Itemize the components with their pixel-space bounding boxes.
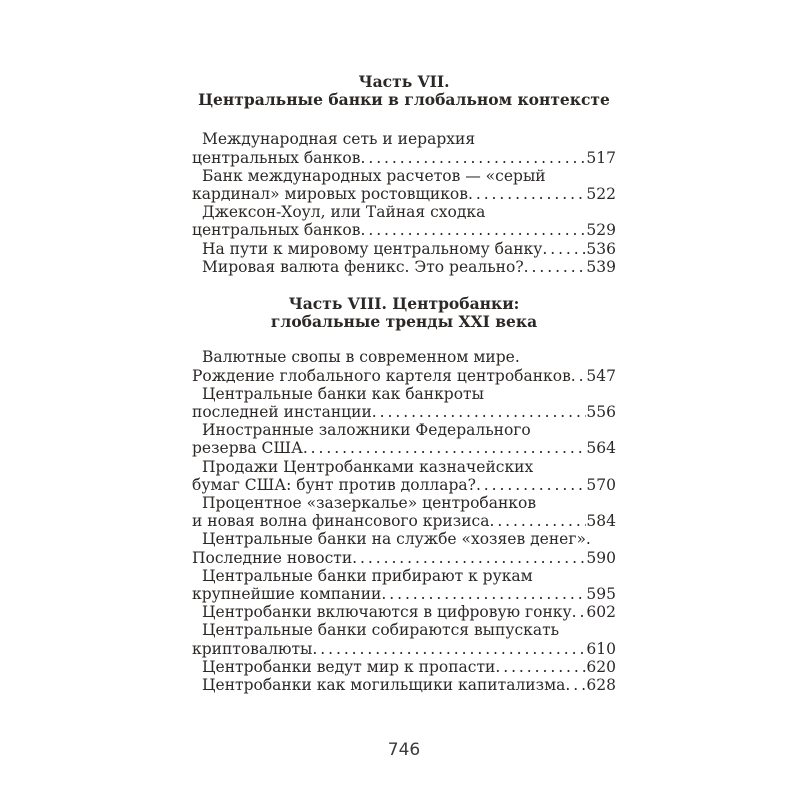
entry-line <box>192 167 616 185</box>
entry-line <box>192 439 616 457</box>
page-number-footer: 746 <box>387 740 421 760</box>
dot-leader <box>468 185 586 203</box>
entry-page-number: 570 <box>586 475 616 494</box>
entry-text: Центральные банки как банкроты <box>202 384 484 403</box>
entry-page-number: 539 <box>586 257 616 276</box>
entry-text: Центробанки включаются в цифровую гонку <box>202 603 572 622</box>
toc-entry <box>192 385 616 421</box>
entry-line <box>192 476 616 494</box>
entry-page-number: 590 <box>586 548 616 567</box>
section-heading <box>192 295 616 331</box>
entry-line <box>192 149 616 167</box>
toc-entry <box>192 240 616 258</box>
entry-text: Центробанки как могильщики капитализма <box>202 676 566 695</box>
section-heading-line: Центральные банки в глобальном контексте <box>198 90 610 110</box>
section-heading-line: глобальные тренды XXI века <box>270 312 538 332</box>
entry-line <box>192 221 616 239</box>
dot-leader <box>360 149 586 167</box>
entry-text: центральных банков <box>192 221 361 240</box>
dot-leader <box>303 439 587 457</box>
toc-entry <box>192 130 616 166</box>
entry-page-number: 595 <box>586 585 616 604</box>
toc-entry <box>192 203 616 239</box>
entry-page-number: 584 <box>586 512 616 531</box>
toc-entry <box>192 530 616 566</box>
entry-page-number: 620 <box>586 657 616 676</box>
toc-entry <box>192 348 616 384</box>
entry-line <box>192 494 616 512</box>
dot-leader <box>381 585 586 603</box>
entry-text: Центральные банки собираются выпускать <box>202 621 560 640</box>
entry-text: Продажи Центробанками казначейских <box>202 457 534 476</box>
entry-line <box>192 549 616 567</box>
dot-leader <box>524 258 587 276</box>
toc-entry <box>192 676 616 694</box>
toc-entry <box>192 421 616 457</box>
entry-line <box>192 385 616 403</box>
entry-page-number: 547 <box>586 366 616 385</box>
entry-line <box>192 621 616 639</box>
entry-page-number: 529 <box>586 221 616 240</box>
entry-page-number: 556 <box>586 403 616 422</box>
entry-text: На пути к мировому центральному банку <box>202 239 543 258</box>
dot-leader <box>489 512 586 530</box>
entry-line <box>192 603 616 621</box>
entry-page-number: 564 <box>586 439 616 458</box>
dot-leader <box>495 658 586 676</box>
entry-line <box>192 403 616 421</box>
toc-entry <box>192 621 616 657</box>
entry-text: Международная сеть и иерархия <box>202 130 476 149</box>
table-of-contents <box>192 73 616 694</box>
entry-line <box>192 458 616 476</box>
entry-line <box>192 658 616 676</box>
entry-page-number: 522 <box>586 185 616 204</box>
entry-line <box>192 185 616 203</box>
entry-text: Иностранные заложники Федерального <box>202 421 531 440</box>
dot-leader <box>572 603 587 621</box>
entry-line <box>192 367 616 385</box>
entry-text: резерва США <box>192 439 303 458</box>
dot-leader <box>360 221 586 239</box>
dot-leader <box>312 640 586 658</box>
section-heading-line: Часть VIII. Центробанки: <box>288 294 520 314</box>
section-heading-line: Часть VII. <box>358 72 450 91</box>
entry-text: криптовалюты <box>192 639 313 658</box>
entry-page-number: 517 <box>586 148 616 167</box>
dot-leader <box>565 676 586 694</box>
dot-leader <box>352 549 586 567</box>
entry-text: Банк международных расчетов — «серый <box>202 166 546 185</box>
toc-section <box>192 73 616 276</box>
entry-page-number: 610 <box>586 639 616 658</box>
entry-line <box>192 640 616 658</box>
entry-page-number: 602 <box>586 603 616 622</box>
entry-line <box>192 530 616 548</box>
entry-text: Джексон-Хоул, или Тайная сходка <box>202 203 486 222</box>
toc-entry <box>192 494 616 530</box>
toc-entry <box>192 258 616 276</box>
entry-text: Центральные банки на службе «хозяев денег». <box>202 530 591 549</box>
entry-text: Валютные свопы в современном мире. <box>202 348 520 367</box>
entry-text: центральных банков <box>192 148 361 167</box>
entry-text: крупнейшие компании <box>192 585 382 604</box>
toc-section <box>192 295 616 694</box>
section-heading <box>192 73 616 109</box>
entry-line <box>192 676 616 694</box>
toc-entry <box>192 167 616 203</box>
entry-line <box>192 258 616 276</box>
entry-text: последней инстанции <box>192 403 372 422</box>
entry-page-number: 628 <box>586 676 616 695</box>
entry-line <box>192 203 616 221</box>
dot-leader <box>571 367 587 385</box>
entry-text: Мировая валюта феникс. Это реально? <box>202 257 524 276</box>
entry-text: Последние новости <box>192 548 353 567</box>
entry-line <box>192 585 616 603</box>
entry-page-number: 536 <box>586 239 616 258</box>
dot-leader <box>476 476 586 494</box>
entry-text: Центральные банки прибирают к рукам <box>202 566 533 585</box>
entry-text: кардинал» мировых ростовщиков <box>192 185 468 204</box>
entry-line <box>192 240 616 258</box>
dot-leader <box>372 403 587 421</box>
entry-line <box>192 130 616 148</box>
toc-entry <box>192 458 616 494</box>
entry-text: Процентное «зазеркалье» центробанков <box>202 494 537 513</box>
entry-line <box>192 348 616 366</box>
entry-text: и новая волна финансового кризиса <box>192 512 490 531</box>
entry-line <box>192 421 616 439</box>
entry-line <box>192 567 616 585</box>
toc-entry <box>192 603 616 621</box>
toc-entry <box>192 658 616 676</box>
entry-text: Центробанки ведут мир к пропасти <box>202 657 496 676</box>
entry-line <box>192 512 616 530</box>
entry-text: бумаг США: бунт против доллара? <box>192 475 476 494</box>
dot-leader <box>542 240 586 258</box>
entry-text: Рождение глобального картеля центробанков <box>192 366 571 385</box>
toc-entry <box>192 567 616 603</box>
